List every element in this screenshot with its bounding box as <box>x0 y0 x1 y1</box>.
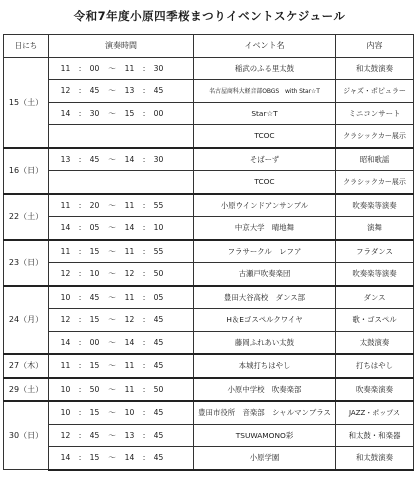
day-cell: 16（日） <box>4 148 49 194</box>
end-minute: 55 <box>153 200 164 210</box>
event-name-cell: 中京大学 晴地舞 <box>194 217 336 240</box>
time-range-separator: ～ <box>108 408 116 418</box>
start-minute: 30 <box>89 108 100 118</box>
end-minute: 50 <box>153 269 164 279</box>
time-separator: : <box>142 269 146 279</box>
time-separator: : <box>78 337 82 347</box>
schedule-row <box>4 331 414 354</box>
category-cell: 歌・ゴスペル <box>336 309 414 332</box>
time-separator: : <box>78 453 82 463</box>
time-cell <box>49 102 194 125</box>
start-hour: 14 <box>60 337 71 347</box>
time-cell <box>49 125 194 148</box>
time-range-separator: ～ <box>108 108 116 118</box>
start-minute: 15 <box>89 315 100 325</box>
schedule-row <box>4 240 414 263</box>
end-minute: 45 <box>153 315 164 325</box>
header-category: 内容 <box>336 35 414 58</box>
start-hour: 14 <box>60 453 71 463</box>
event-name-cell: 名古屋商科大軽音部OBGS with Star☆T <box>194 80 336 103</box>
time-range-separator: ～ <box>108 223 116 233</box>
end-hour: 15 <box>124 108 135 118</box>
start-minute: 05 <box>89 223 100 233</box>
category-cell: ミニコンサート <box>336 102 414 125</box>
start-hour: 10 <box>60 408 71 418</box>
end-minute: 30 <box>153 154 164 164</box>
time-cell <box>49 80 194 103</box>
event-name-cell: そばーず <box>194 148 336 171</box>
time-cell <box>49 171 194 194</box>
time-separator: : <box>78 108 82 118</box>
time-separator: : <box>142 63 146 73</box>
time-cell <box>49 194 194 217</box>
day-cell: 24（月） <box>4 286 49 355</box>
end-hour: 11 <box>124 292 135 302</box>
time-cell <box>49 331 194 354</box>
schedule-row <box>4 378 414 402</box>
day-cell: 27（木） <box>4 354 49 378</box>
category-cell: 和太鼓演奏 <box>336 447 414 470</box>
end-minute: 50 <box>153 384 164 394</box>
header-row <box>4 35 414 58</box>
start-minute: 50 <box>89 384 100 394</box>
category-cell: JAZZ・ポップス <box>336 401 414 424</box>
category-cell: 吹奏楽等演奏 <box>336 263 414 286</box>
event-name-cell: H＆Eゴスペルクワイヤ <box>194 309 336 332</box>
end-hour: 11 <box>124 63 135 73</box>
time-separator: : <box>78 223 82 233</box>
schedule-row <box>4 447 414 470</box>
end-minute: 45 <box>153 86 164 96</box>
day-cell: 22（土） <box>4 194 49 240</box>
time-cell <box>49 286 194 309</box>
time-range-separator: ～ <box>108 384 116 394</box>
time-range-separator: ～ <box>108 430 116 440</box>
category-cell: 昭和歌謡 <box>336 148 414 171</box>
end-minute: 00 <box>153 108 164 118</box>
time-separator: : <box>142 108 146 118</box>
time-separator: : <box>78 384 82 394</box>
end-minute: 45 <box>153 430 164 440</box>
time-separator: : <box>142 408 146 418</box>
end-hour: 14 <box>124 453 135 463</box>
event-name-cell: TCOC <box>194 125 336 148</box>
time-separator: : <box>142 292 146 302</box>
day-cell: 23（日） <box>4 240 49 286</box>
end-hour: 14 <box>124 337 135 347</box>
time-separator: : <box>78 315 82 325</box>
time-range-separator: ～ <box>108 361 116 371</box>
page-title: 令和7年度小原四季桜まつりイベントスケジュール <box>73 9 346 23</box>
end-minute: 45 <box>153 361 164 371</box>
event-name-cell: フラサークル レフア <box>194 240 336 263</box>
start-hour: 11 <box>60 361 71 371</box>
category-cell: クラシックカー展示 <box>336 125 414 148</box>
time-range-separator: ～ <box>108 337 116 347</box>
end-hour: 13 <box>124 430 135 440</box>
start-minute: 15 <box>89 246 100 256</box>
start-minute: 45 <box>89 430 100 440</box>
end-minute: 45 <box>153 408 164 418</box>
schedule-row <box>4 263 414 286</box>
start-hour: 12 <box>60 430 71 440</box>
event-name-cell: 小原学園 <box>194 447 336 470</box>
category-cell: 打ちはやし <box>336 354 414 378</box>
time-separator: : <box>142 384 146 394</box>
event-name-cell: 小原中学校 吹奏楽部 <box>194 378 336 402</box>
start-minute: 15 <box>89 408 100 418</box>
day-cell: 29（土） <box>4 378 49 402</box>
time-separator: : <box>78 86 82 96</box>
time-cell <box>49 401 194 424</box>
end-hour: 14 <box>124 223 135 233</box>
schedule-row <box>4 401 414 424</box>
start-hour: 10 <box>60 292 71 302</box>
time-separator: : <box>142 453 146 463</box>
time-range-separator: ～ <box>108 246 116 256</box>
time-separator: : <box>142 337 146 347</box>
event-name-cell: 稲武のふる里太鼓 <box>194 57 336 80</box>
start-hour: 14 <box>60 223 71 233</box>
time-cell <box>49 148 194 171</box>
start-minute: 15 <box>89 361 100 371</box>
category-cell: 吹奏楽演奏 <box>336 378 414 402</box>
start-minute: 10 <box>89 269 100 279</box>
end-minute: 45 <box>153 337 164 347</box>
end-minute: 30 <box>153 63 164 73</box>
time-separator: : <box>78 200 82 210</box>
end-minute: 55 <box>153 246 164 256</box>
time-separator: : <box>142 246 146 256</box>
time-separator: : <box>142 223 146 233</box>
event-name-cell: TCOC <box>194 171 336 194</box>
category-cell: 太鼓演奏 <box>336 331 414 354</box>
time-range-separator: ～ <box>108 453 116 463</box>
header-event: イベント名 <box>194 35 336 58</box>
event-name-cell: 豊田大谷高校 ダンス部 <box>194 286 336 309</box>
end-hour: 10 <box>124 408 135 418</box>
time-separator: : <box>78 154 82 164</box>
category-cell: クラシックカー展示 <box>336 171 414 194</box>
time-separator: : <box>78 269 82 279</box>
start-hour: 11 <box>60 200 71 210</box>
start-hour: 12 <box>60 86 71 96</box>
time-separator: : <box>142 430 146 440</box>
schedule-table <box>3 34 414 471</box>
time-separator: : <box>142 200 146 210</box>
start-minute: 45 <box>89 86 100 96</box>
schedule-row <box>4 57 414 80</box>
time-cell <box>49 424 194 447</box>
time-cell <box>49 447 194 470</box>
time-range-separator: ～ <box>108 269 116 279</box>
time-range-separator: ～ <box>108 292 116 302</box>
schedule-row <box>4 102 414 125</box>
category-cell: 和太鼓・和楽器 <box>336 424 414 447</box>
end-hour: 14 <box>124 154 135 164</box>
time-separator: : <box>142 154 146 164</box>
category-cell: ダンス <box>336 286 414 309</box>
time-cell <box>49 240 194 263</box>
start-hour: 11 <box>60 246 71 256</box>
start-minute: 00 <box>89 337 100 347</box>
category-cell: 吹奏楽等演奏 <box>336 194 414 217</box>
event-name-cell: 小原ウインドアンサンブル <box>194 194 336 217</box>
end-hour: 13 <box>124 86 135 96</box>
schedule-row <box>4 309 414 332</box>
schedule-row <box>4 125 414 148</box>
category-cell: 演舞 <box>336 217 414 240</box>
time-range-separator: ～ <box>108 154 116 164</box>
event-name-cell: 豊田市役所 音楽部 シャルマンブラス <box>194 401 336 424</box>
time-cell <box>49 263 194 286</box>
schedule-row <box>4 171 414 194</box>
start-minute: 15 <box>89 453 100 463</box>
event-name-cell: 古瀬戸吹奏楽団 <box>194 263 336 286</box>
day-cell: 30（日） <box>4 401 49 470</box>
event-name-cell: TSUWAMONO彩 <box>194 424 336 447</box>
time-range-separator: ～ <box>108 63 116 73</box>
time-separator: : <box>78 292 82 302</box>
time-cell <box>49 217 194 240</box>
time-separator: : <box>142 86 146 96</box>
end-minute: 10 <box>153 223 164 233</box>
schedule-body <box>4 57 414 470</box>
time-cell <box>49 309 194 332</box>
schedule-row <box>4 286 414 309</box>
time-separator: : <box>142 315 146 325</box>
time-separator: : <box>78 246 82 256</box>
time-separator: : <box>142 361 146 371</box>
schedule-row <box>4 217 414 240</box>
header-time: 演奏時間 <box>49 35 194 58</box>
end-minute: 45 <box>153 453 164 463</box>
time-cell <box>49 354 194 378</box>
time-separator: : <box>78 63 82 73</box>
category-cell: ジャズ・ポピュラー <box>336 80 414 103</box>
event-name-cell: 藤岡ふれあい太鼓 <box>194 331 336 354</box>
start-hour: 11 <box>60 63 71 73</box>
time-cell <box>49 57 194 80</box>
start-hour: 10 <box>60 384 71 394</box>
end-hour: 11 <box>124 384 135 394</box>
start-minute: 45 <box>89 292 100 302</box>
end-hour: 11 <box>124 200 135 210</box>
start-minute: 20 <box>89 200 100 210</box>
time-range-separator: ～ <box>108 315 116 325</box>
event-name-cell: Star☆T <box>194 102 336 125</box>
end-hour: 12 <box>124 269 135 279</box>
start-minute: 00 <box>89 63 100 73</box>
start-hour: 12 <box>60 269 71 279</box>
schedule-row <box>4 80 414 103</box>
end-hour: 11 <box>124 246 135 256</box>
schedule-row <box>4 354 414 378</box>
header-day: 日にち <box>4 35 49 58</box>
time-range-separator: ～ <box>108 200 116 210</box>
end-hour: 11 <box>124 361 135 371</box>
time-cell <box>49 378 194 402</box>
schedule-row <box>4 194 414 217</box>
start-hour: 13 <box>60 154 71 164</box>
end-hour: 12 <box>124 315 135 325</box>
category-cell: フラダンス <box>336 240 414 263</box>
time-range-separator: ～ <box>108 86 116 96</box>
schedule-row <box>4 424 414 447</box>
time-separator: : <box>78 430 82 440</box>
time-separator: : <box>78 408 82 418</box>
event-name-cell: 本城打ちはやし <box>194 354 336 378</box>
start-hour: 14 <box>60 108 71 118</box>
category-cell: 和太鼓演奏 <box>336 57 414 80</box>
start-hour: 12 <box>60 315 71 325</box>
end-minute: 05 <box>153 292 164 302</box>
day-cell: 15（土） <box>4 57 49 148</box>
time-separator: : <box>78 361 82 371</box>
start-minute: 45 <box>89 154 100 164</box>
schedule-row <box>4 148 414 171</box>
